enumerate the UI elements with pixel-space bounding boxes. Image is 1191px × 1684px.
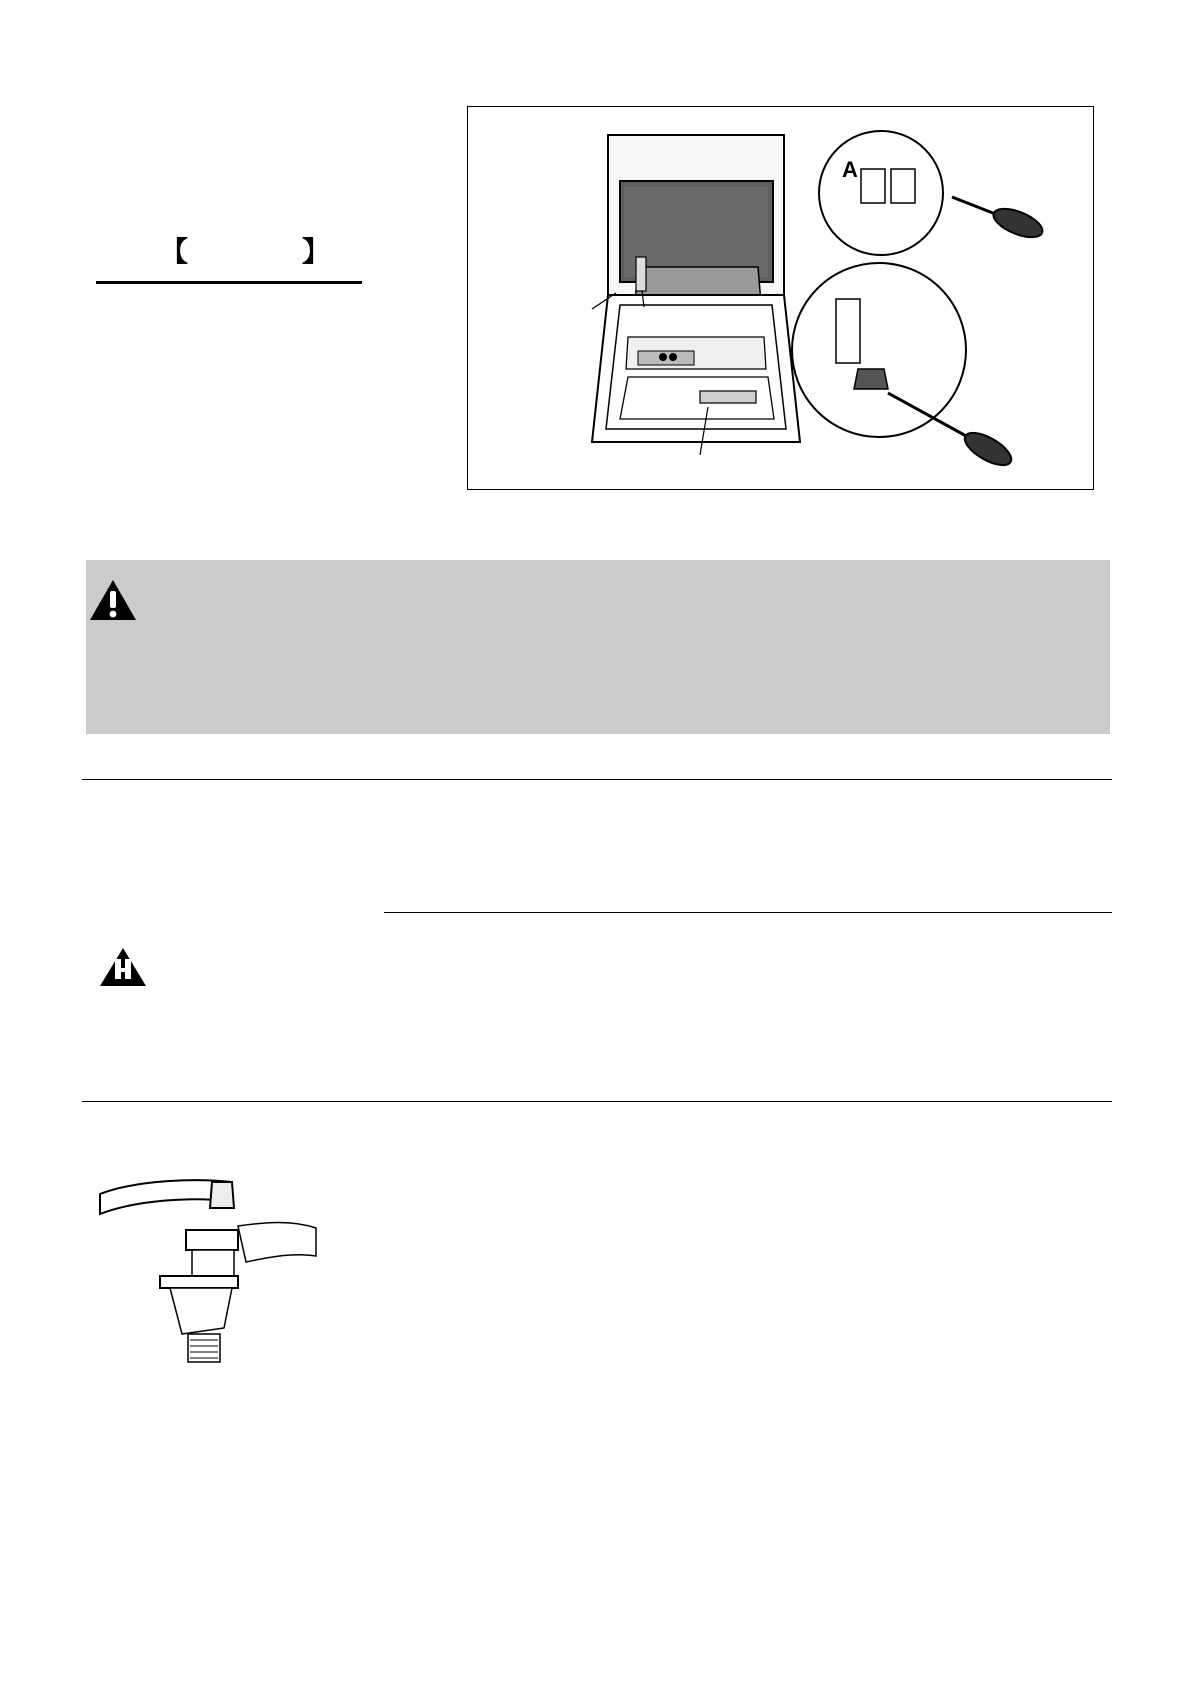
- section-heading: [160, 232, 330, 268]
- heading-bracket-open: 【: [160, 235, 189, 268]
- dishwasher-drawing: [592, 135, 800, 455]
- warning-panel: [86, 560, 1110, 734]
- section-divider-2: [82, 1101, 1112, 1102]
- tap-connection-illustration: [96, 1166, 326, 1366]
- subsection-divider: [384, 912, 1112, 913]
- warning-triangle-secondary-icon: [98, 946, 148, 988]
- warning-triangle-icon: [88, 578, 138, 622]
- section-divider-1: [82, 779, 1112, 780]
- heading-underline: [96, 281, 362, 284]
- heading-bracket-close: 】: [301, 235, 330, 268]
- detail-a-drawing: [819, 131, 1046, 255]
- dishwasher-door-adjustment-illustration: [468, 107, 1095, 491]
- callout-a-label: A: [842, 157, 858, 182]
- detail-lower-drawing: [792, 263, 1016, 472]
- installation-figure: [467, 106, 1094, 490]
